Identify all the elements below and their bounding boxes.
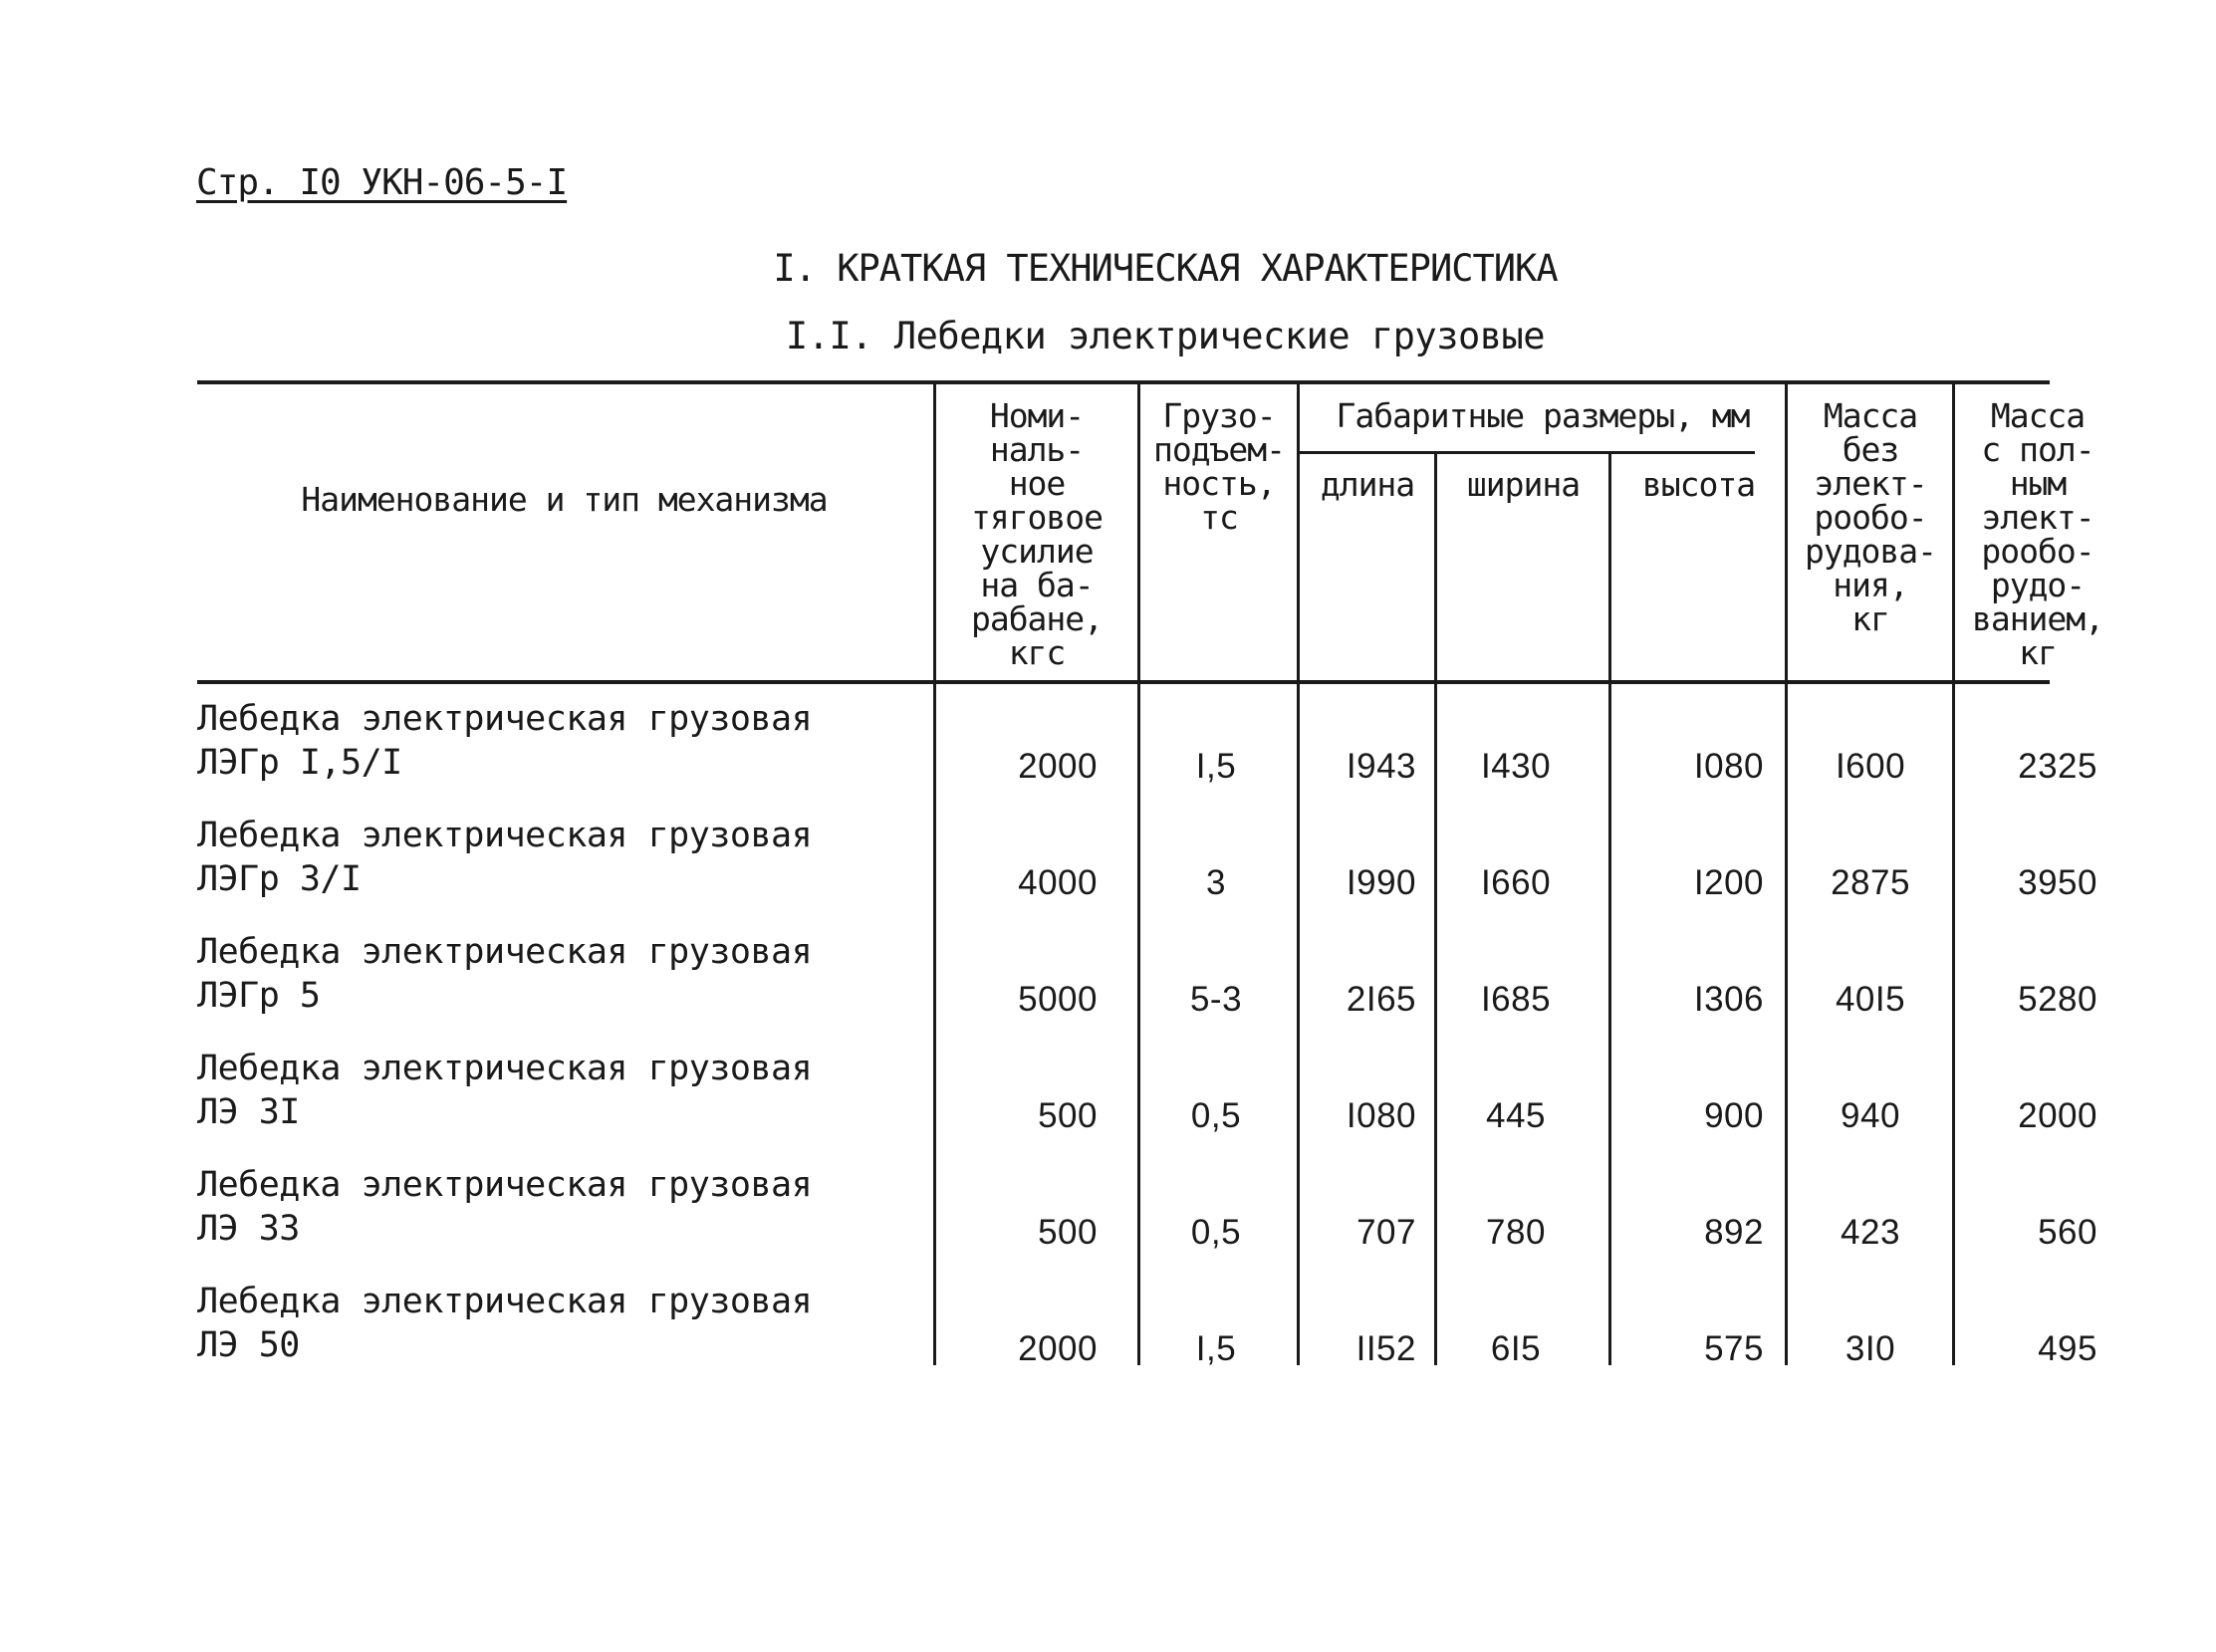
header-mass-with-line: с пол- (1981, 430, 2094, 469)
cell-length: 707 (1356, 1213, 1416, 1252)
cell-force: 2000 (1018, 747, 1098, 786)
row-type-line: ЛЭ 3I (197, 1092, 300, 1132)
cell-height: 900 (1704, 1096, 1764, 1135)
row-type-line: ЛЭ 50 (197, 1325, 300, 1365)
row-type-line: ЛЭ 33 (197, 1209, 300, 1249)
cell-force: 500 (1038, 1096, 1098, 1135)
cell-mass-with: 560 (2038, 1213, 2097, 1252)
cell-length: 2I65 (1346, 980, 1416, 1019)
header-nominal-force-line: наль- (989, 430, 1085, 469)
col-divider-4 (1434, 453, 1437, 1365)
header-dimensions: Габаритные размеры, мм (1336, 396, 1750, 435)
cell-width: I685 (1480, 980, 1552, 1019)
header-bottom-rule (197, 680, 2050, 684)
header-mass-with-line: рообо- (1981, 532, 2094, 571)
cell-mass-without: 423 (1841, 1213, 1900, 1252)
cell-height: I200 (1693, 863, 1764, 902)
header-nominal-force (938, 396, 1135, 672)
header-nominal-force-line: на ба- (980, 566, 1094, 604)
col-divider-3 (1297, 382, 1300, 1365)
cell-capacity: 0,5 (1190, 1213, 1242, 1252)
cell-mass-without: I600 (1835, 747, 1906, 786)
row-type-line: ЛЭГр 3/I (197, 859, 362, 899)
header-height: высота (1641, 465, 1756, 504)
cell-mass-with: 3950 (2018, 863, 2097, 902)
cell-width: 6I5 (1490, 1329, 1542, 1368)
cell-capacity: 3 (1206, 863, 1226, 902)
header-capacity (1141, 396, 1297, 537)
cell-length: I990 (1346, 863, 1416, 902)
cell-force: 2000 (1018, 1329, 1098, 1368)
cell-capacity: 5-3 (1189, 980, 1243, 1019)
row-name-line: Лебедка электрическая грузовая (197, 699, 813, 739)
cell-length: II52 (1355, 1329, 1416, 1368)
header-nominal-force-line: рабане, (970, 599, 1104, 638)
dimensions-subrule (1300, 451, 1755, 454)
header-capacity-line: тс (1200, 498, 1238, 537)
cell-mass-with: 5280 (2018, 980, 2097, 1019)
header-capacity-line: подъем- (1152, 430, 1286, 469)
header-mass-with-line: рудо- (1990, 566, 2086, 604)
row-name (197, 814, 812, 901)
cell-height: I080 (1693, 747, 1764, 786)
col-divider-2 (1137, 382, 1140, 1365)
cell-length: I943 (1346, 747, 1416, 786)
cell-capacity: I,5 (1195, 1329, 1237, 1368)
row-name (197, 1280, 812, 1367)
table-top-rule (197, 380, 2050, 384)
cell-capacity: 0,5 (1190, 1096, 1242, 1135)
cell-width: I660 (1480, 863, 1552, 902)
header-mass-without-line: рудова- (1804, 532, 1937, 571)
header-mass-without-line: кг (1851, 599, 1889, 638)
cell-mass-with: 495 (2038, 1329, 2097, 1368)
header-mass-without-line: без (1842, 430, 1899, 469)
cell-force: 4000 (1018, 863, 1098, 902)
row-name (197, 697, 812, 785)
row-type-line: ЛЭГр I,5/I (197, 743, 402, 783)
cell-mass-without: 40I5 (1835, 980, 1906, 1019)
cell-height: 575 (1704, 1329, 1764, 1368)
header-mass-with-line: кг (2019, 633, 2057, 672)
row-name (197, 930, 812, 1018)
cell-height: 892 (1704, 1213, 1764, 1252)
row-name-line: Лебедка электрическая грузовая (197, 1165, 813, 1205)
cell-force: 5000 (1018, 980, 1098, 1019)
cell-mass-with: 2325 (2018, 747, 2097, 786)
cell-mass-without: 940 (1841, 1096, 1900, 1135)
row-name-line: Лебедка электрическая грузовая (197, 1049, 813, 1088)
header-mass-without-line: элект- (1814, 464, 1927, 503)
cell-mass-with: 2000 (2018, 1096, 2097, 1135)
row-name (197, 1163, 812, 1251)
cell-capacity: I,5 (1195, 747, 1237, 786)
header-mass-with-line: элект- (1981, 498, 2094, 537)
header-mass-without (1789, 396, 1952, 638)
row-name-line: Лебедка электрическая грузовая (197, 816, 813, 855)
header-mass-without-line: ния, (1833, 566, 1908, 604)
col-divider-1 (933, 382, 936, 1365)
col-divider-5 (1608, 453, 1611, 1365)
header-name: Наименование и тип механизма (301, 480, 828, 519)
row-name (197, 1047, 812, 1134)
header-capacity-line: Грузо- (1162, 396, 1276, 435)
cell-width: 780 (1486, 1213, 1546, 1252)
subsection-title: I.I. Лебедки электрические грузовые (785, 315, 1546, 357)
header-nominal-force-line: тяговое (970, 498, 1104, 537)
header-nominal-force-line: кгс (1008, 633, 1066, 672)
col-divider-7 (1952, 382, 1955, 1365)
row-type-line: ЛЭГр 5 (197, 976, 321, 1016)
header-nominal-force-line: усилие (980, 532, 1094, 571)
cell-height: I306 (1693, 980, 1764, 1019)
cell-force: 500 (1038, 1213, 1098, 1252)
cell-mass-without: 2875 (1831, 863, 1910, 902)
header-length: длина (1320, 465, 1415, 504)
col-divider-6 (1785, 382, 1788, 1365)
row-name-line: Лебедка электрическая грузовая (197, 932, 813, 972)
header-mass-without-line: Масса (1823, 396, 1918, 435)
header-mass-with-line: ванием, (1971, 599, 2104, 638)
header-mass-with-line: ным (2009, 464, 2067, 503)
header-width: ширина (1466, 465, 1581, 504)
header-mass-with (1956, 396, 2119, 672)
cell-mass-without: 3I0 (1845, 1329, 1896, 1368)
cell-width: 445 (1486, 1096, 1546, 1135)
page-reference: Стр. I0 УКН-06-5-I (196, 162, 568, 203)
row-name-line: Лебедка электрическая грузовая (197, 1282, 813, 1321)
cell-width: I430 (1480, 747, 1552, 786)
header-mass-without-line: рообо- (1814, 498, 1927, 537)
cell-length: I080 (1346, 1096, 1416, 1135)
header-nominal-force-line: ное (1008, 464, 1066, 503)
header-capacity-line: ность, (1162, 464, 1276, 503)
header-nominal-force-line: Номи- (989, 396, 1085, 435)
section-title: I. КРАТКАЯ ТЕХНИЧЕСКАЯ ХАРАКТЕРИСТИКА (773, 247, 1558, 290)
header-mass-with-line: Масса (1990, 396, 2086, 435)
